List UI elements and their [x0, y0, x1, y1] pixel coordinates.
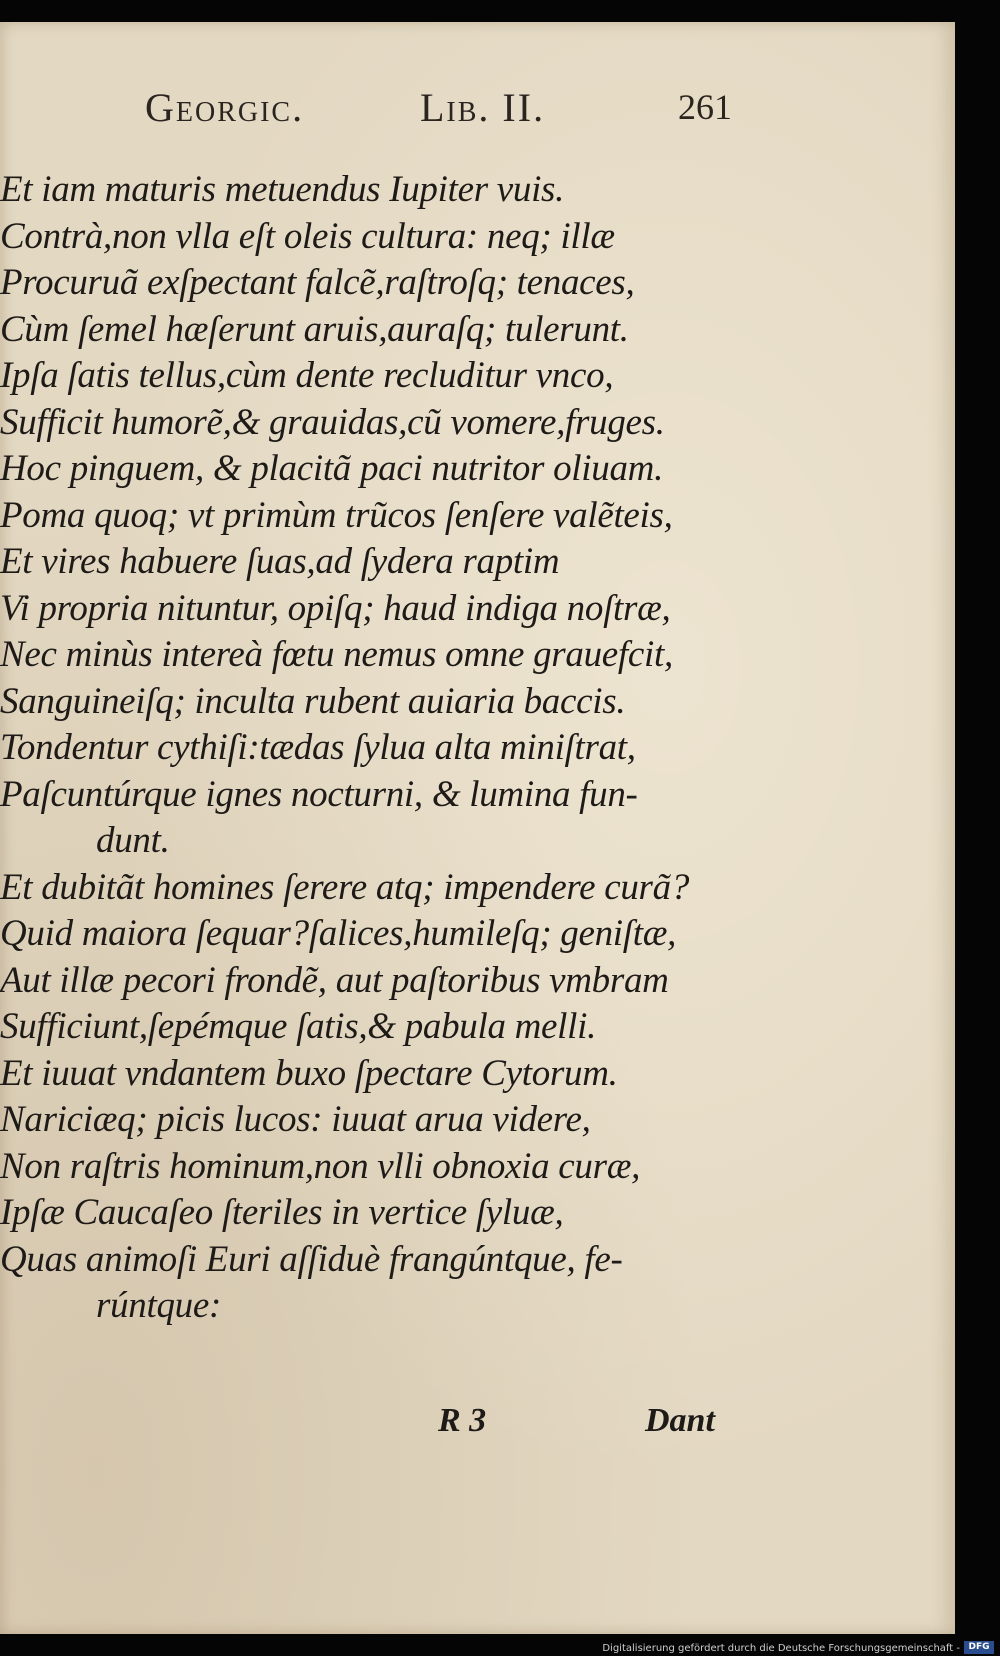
verse-line: Paſcuntúrque ignes nocturni, & lumina fun-: [0, 773, 638, 815]
verse-line: Poma quoq; vt primùm trũcos ſenſere valẽteis,: [0, 494, 673, 536]
verse-line: Nec minùs intereà fœtu nemus omne grauefcit,: [0, 634, 673, 675]
verse-line: Et dubitãt homines ſerere atq; impendere curã?: [0, 866, 690, 908]
dfg-logo: DFG: [964, 1641, 994, 1654]
verse-line: Hoc pinguem, & placitã paci nutritor oliuam.: [0, 448, 664, 489]
verse-line: Procuruã exſpectant falcẽ,raſtroſq; tenaces,: [0, 262, 635, 303]
verse-line: Cùm ſemel hæſerunt aruis,auraſq; tulerunt.: [0, 308, 629, 350]
verse-line: Ipſa ſatis tellus,cùm dente recluditur vnco,: [0, 355, 614, 396]
catchword: Dant: [645, 1402, 715, 1439]
book-page: [0, 22, 955, 1634]
verse-list: [0, 167, 740, 1330]
verse-line: Quid maiora ſequar?ſalices,humileſq; geniſtæ,: [0, 913, 677, 954]
verse-line: Sanguineiſq; inculta rubent auiaria baccis.: [0, 680, 626, 722]
verse-line: Non raſtris hominum,non vlli obnoxia curæ,: [0, 1145, 641, 1187]
running-header: [145, 84, 745, 144]
verse-line: Ipſæ Caucaſeo ſteriles in vertice ſyluæ,: [0, 1192, 564, 1233]
digitization-credit: Digitalisierung gefördert durch die Deutsche Forschungsgemeinschaft -: [602, 1643, 960, 1654]
verse-line: dunt.: [96, 820, 170, 861]
verse-line: Sufficit humorẽ,& grauidas,cũ vomere,fruges.: [0, 401, 665, 443]
book-number: Lib. II.: [420, 85, 546, 130]
running-title: Georgic.: [145, 85, 305, 130]
verse-line: rúntque:: [96, 1285, 222, 1326]
verse-line: Vi propria nituntur, opiſq; haud indiga noſtræ,: [0, 587, 671, 629]
verse-line: Et iam maturis metuendus Iupiter vuis.: [0, 169, 565, 210]
verse-line: Aut illæ pecori frondẽ, aut paſtoribus vmbram: [0, 959, 669, 1001]
verse-line: Sufficiunt,ſepémque ſatis,& pabula melli.: [0, 1006, 597, 1047]
verse-line: Contrà,non vlla eſt oleis cultura: neq; illæ: [0, 215, 615, 257]
page-number: 261: [678, 87, 732, 127]
signature-mark: R 3: [438, 1402, 487, 1439]
footer-line: [0, 1402, 760, 1452]
verse-line: Et vires habuere ſuas,ad ſydera raptim: [0, 541, 560, 582]
verse-line: Et iuuat vndantem buxo ſpectare Cytorum.: [0, 1052, 618, 1094]
verse-line: Tondentur cythiſi:tædas ſylua alta miniſtrat,: [0, 727, 636, 768]
verse-line: Nariciæq; picis lucos: iuuat arua videre,: [0, 1099, 591, 1140]
verse-line: Quas animoſi Euri aſſiduè frangúntque, fe-: [0, 1238, 623, 1280]
